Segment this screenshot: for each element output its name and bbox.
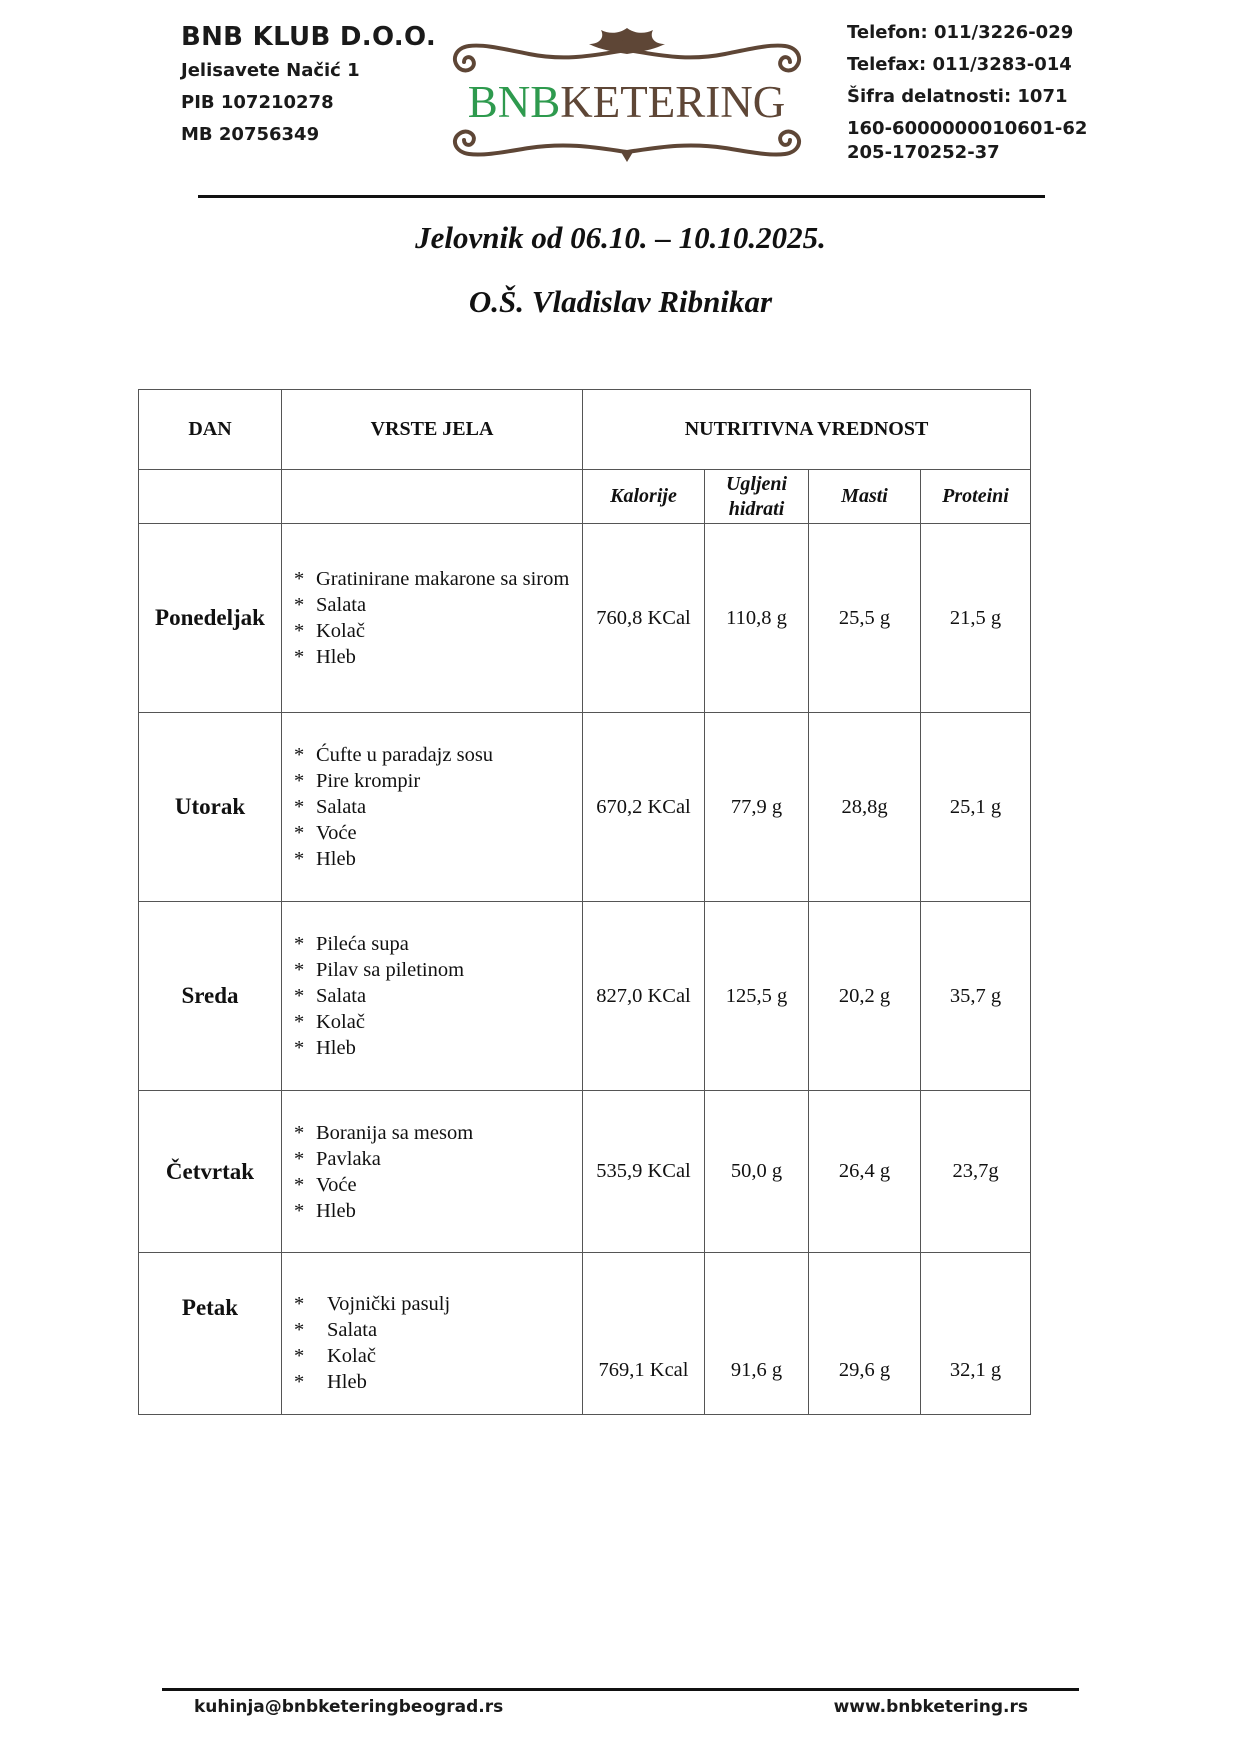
dish-item: * Hleb (294, 646, 356, 668)
dishes-cell (282, 1091, 583, 1253)
carbs-cell: 50,0 g (705, 1091, 809, 1253)
day-cell: Petak (139, 1253, 282, 1415)
menu-title: Jelovnik od 06.10. – 10.10.2025. (415, 220, 826, 255)
table-row (139, 1253, 1031, 1415)
company-pib: PIB 107210278 (181, 92, 334, 113)
dishes-cell (282, 1253, 583, 1415)
header-day: DAN (139, 390, 282, 470)
proteins-cell: 32,1 g (921, 1253, 1031, 1415)
subheader-carbs: Ugljeni hidrati (705, 470, 809, 524)
bnb-ketering-logo (449, 24, 804, 174)
contact-info (847, 22, 1087, 166)
dish-item: * Kolač (294, 1345, 376, 1367)
dish-item: * Boranija sa mesom (294, 1121, 474, 1144)
dishes-cell (282, 713, 583, 902)
dish-item: * Pilav sa piletinom (294, 959, 465, 981)
dish-item: * Voće (294, 1173, 357, 1196)
day-cell: Utorak (139, 713, 282, 902)
dish-item: * Pire krompir (294, 770, 421, 792)
table-header-row (139, 390, 1031, 470)
carbs-cell: 110,8 g (705, 524, 809, 713)
dish-item: * Voće (294, 822, 357, 844)
table-row (139, 524, 1031, 713)
logo-text-ketering: KETERING (560, 77, 786, 127)
dish-item: * Salata (294, 1319, 378, 1341)
company-address: Jelisavete Načić 1 (181, 60, 360, 81)
calories-cell: 670,2 KCal (583, 713, 705, 902)
fats-cell: 26,4 g (809, 1091, 921, 1253)
proteins-cell: 21,5 g (921, 524, 1031, 713)
header-dishes: VRSTE JELA (282, 390, 583, 470)
proteins-cell: 25,1 g (921, 713, 1031, 902)
dish-item: * Pileća supa (294, 933, 409, 955)
subheader-proteins: Proteini (921, 470, 1031, 524)
phone-number: Telefon: 011/3226-029 (847, 22, 1074, 43)
company-info (181, 22, 436, 156)
calories-cell: 760,8 KCal (583, 524, 705, 713)
table-row (139, 1091, 1031, 1253)
dish-item: * Gratinirane makarone sa sirom (294, 568, 570, 590)
carbs-cell: 77,9 g (705, 713, 809, 902)
dish-item: * Hleb (294, 1371, 367, 1393)
fats-cell: 20,2 g (809, 902, 921, 1091)
subheader-fats: Masti (809, 470, 921, 524)
calories-cell: 535,9 KCal (583, 1091, 705, 1253)
header-nutrition: NUTRITIVNA VREDNOST (583, 390, 1031, 470)
logo-text-bnb: BNB (467, 77, 561, 127)
dish-item: * Hleb (294, 1037, 356, 1059)
fats-cell: 28,8g (809, 713, 921, 902)
dish-item: * Kolač (294, 620, 365, 642)
table-row (139, 713, 1031, 902)
dish-item: * Salata (294, 796, 367, 818)
dish-item: * Ćufte u paradajz sosu (294, 744, 494, 766)
table-row (139, 902, 1031, 1091)
dish-item: * Hleb (294, 848, 356, 870)
dishes-cell (282, 902, 583, 1091)
fats-cell: 29,6 g (809, 1253, 921, 1415)
dish-item: * Kolač (294, 1011, 365, 1033)
subheader-calories: Kalorije (583, 470, 705, 524)
carbs-cell: 125,5 g (705, 902, 809, 1091)
proteins-cell: 23,7g (921, 1091, 1031, 1253)
company-name: BNB KLUB D.O.O. (181, 22, 436, 52)
proteins-cell: 35,7 g (921, 902, 1031, 1091)
footer-divider (162, 1688, 1079, 1691)
activity-code: Šifra delatnosti: 1071 (847, 86, 1068, 107)
footer-email[interactable]: kuhinja@bnbketeringbeograd.rs (194, 1697, 504, 1717)
header-divider (198, 195, 1045, 198)
day-cell: Četvrtak (139, 1091, 282, 1253)
calories-cell: 827,0 KCal (583, 902, 705, 1091)
bank-account-1: 160-6000000010601-62 (847, 118, 1088, 139)
calories-cell: 769,1 Kcal (583, 1253, 705, 1415)
bank-account-2: 205-170252-37 (847, 142, 1000, 163)
dishes-cell (282, 524, 583, 713)
dish-item: * Salata (294, 594, 367, 616)
dish-item: * Pavlaka (294, 1147, 381, 1170)
footer-website[interactable]: www.bnbketering.rs (833, 1697, 1028, 1717)
menu-table (138, 389, 1031, 1415)
dish-item: * Hleb (294, 1199, 356, 1222)
carbs-cell: 91,6 g (705, 1253, 809, 1415)
fax-number: Telefax: 011/3283-014 (847, 54, 1072, 75)
company-mb: MB 20756349 (181, 124, 320, 145)
day-cell: Ponedeljak (139, 524, 282, 713)
day-cell: Sreda (139, 902, 282, 1091)
dish-item: * Salata (294, 985, 367, 1007)
fats-cell: 25,5 g (809, 524, 921, 713)
dish-item: * Vojnički pasulj (294, 1293, 451, 1315)
school-name: O.Š. Vladislav Ribnikar (468, 284, 773, 319)
table-subheader-row (139, 470, 1031, 524)
